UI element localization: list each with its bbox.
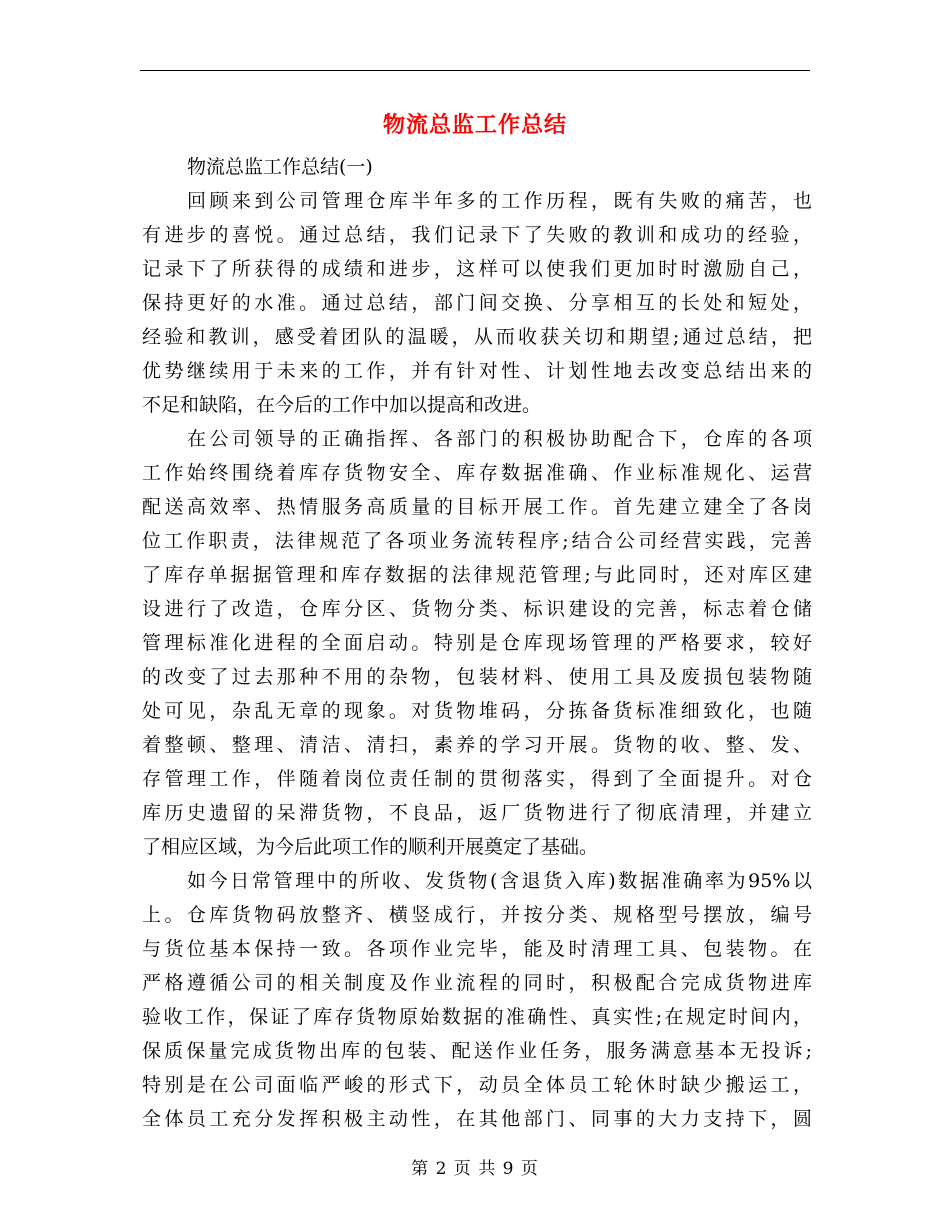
text-line: 保持更好的水准。通过总结，部门间交换、分享相互的长处和短处，	[142, 292, 812, 314]
text-line: 位工作职责，法律规范了各项业务流转程序;结合公司经营实践，完善	[142, 530, 812, 552]
text-line: 保质保量完成货物出库的包装、配送作业任务，服务满意基本无投诉;	[142, 1040, 812, 1062]
document-body	[142, 150, 812, 1136]
text-line: 存管理工作，伴随着岗位责任制的贯彻落实，得到了全面提升。对仓	[142, 768, 812, 790]
text-line: 不足和缺陷，在今后的工作中加以提高和改进。	[142, 394, 542, 416]
text-line: 经验和教训，感受着团队的温暖，从而收获关切和期望;通过总结，把	[142, 326, 812, 348]
text-line: 工作始终围绕着库存货物安全、库存数据准确、作业标准规化、运营	[142, 462, 812, 484]
text-line: 上。仓库货物码放整齐、横竖成行，并按分类、规格型号摆放，编号	[142, 904, 812, 926]
page-footer: 第 2 页 共 9 页	[411, 1159, 539, 1179]
text-line: 优势继续用于未来的工作，并有针对性、计划性地去改变总结出来的	[142, 360, 812, 382]
text-line: 验收工作，保证了库存货物原始数据的准确性、真实性;在规定时间内，	[142, 1006, 812, 1028]
text-line: 着整顿、整理、清洁、清扫，素养的学习开展。货物的收、整、发、	[142, 734, 812, 756]
text-line: 配送高效率、热情服务高质量的目标开展工作。首先建立建全了各岗	[142, 496, 812, 518]
document-title: 物流总监工作总结	[382, 112, 567, 138]
text-line: 设进行了改造，仓库分区、货物分类、标识建设的完善，标志着仓储	[142, 598, 812, 620]
text-line: 库历史遗留的呆滞货物，不良品，返厂货物进行了彻底清理，并建立	[142, 802, 812, 824]
text-line: 记录下了所获得的成绩和进步，这样可以使我们更加时时激励自己，	[142, 258, 812, 280]
text-line: 特别是在公司面临严峻的形式下，动员全体员工轮休时缺少搬运工，	[142, 1074, 812, 1096]
text-line: 了相应区域，为今后此项工作的顺利开展奠定了基础。	[142, 836, 599, 858]
text-line: 了库存单据据管理和库存数据的法律规范管理;与此同时，还对库区建	[142, 564, 812, 586]
text-line: 严格遵循公司的相关制度及作业流程的同时，积极配合完成货物进库	[142, 972, 812, 994]
text-line: 处可见，杂乱无章的现象。对货物堆码，分拣备货标准细致化，也随	[142, 700, 812, 722]
text-line: 与货位基本保持一致。各项作业完毕，能及时清理工具、包装物。在	[142, 938, 812, 960]
text-line: 物流总监工作总结(一)	[187, 156, 373, 178]
text-line: 如今日常管理中的所收、发货物(含退货入库)数据准确率为95%以	[187, 870, 812, 892]
text-line: 有进步的喜悦。通过总结，我们记录下了失败的教训和成功的经验，	[142, 224, 812, 246]
text-line: 的改变了过去那种不用的杂物，包装材料、使用工具及废损包装物随	[142, 666, 812, 688]
header-rule	[140, 70, 810, 71]
text-line: 管理标准化进程的全面启动。特别是仓库现场管理的严格要求，较好	[142, 632, 812, 654]
text-line: 回顾来到公司管理仓库半年多的工作历程，既有失败的痛苦，也	[187, 190, 812, 212]
text-line: 在公司领导的正确指挥、各部门的积极协助配合下，仓库的各项	[187, 428, 812, 450]
text-line: 全体员工充分发挥积极主动性，在其他部门、同事的大力支持下，圆	[142, 1108, 812, 1130]
